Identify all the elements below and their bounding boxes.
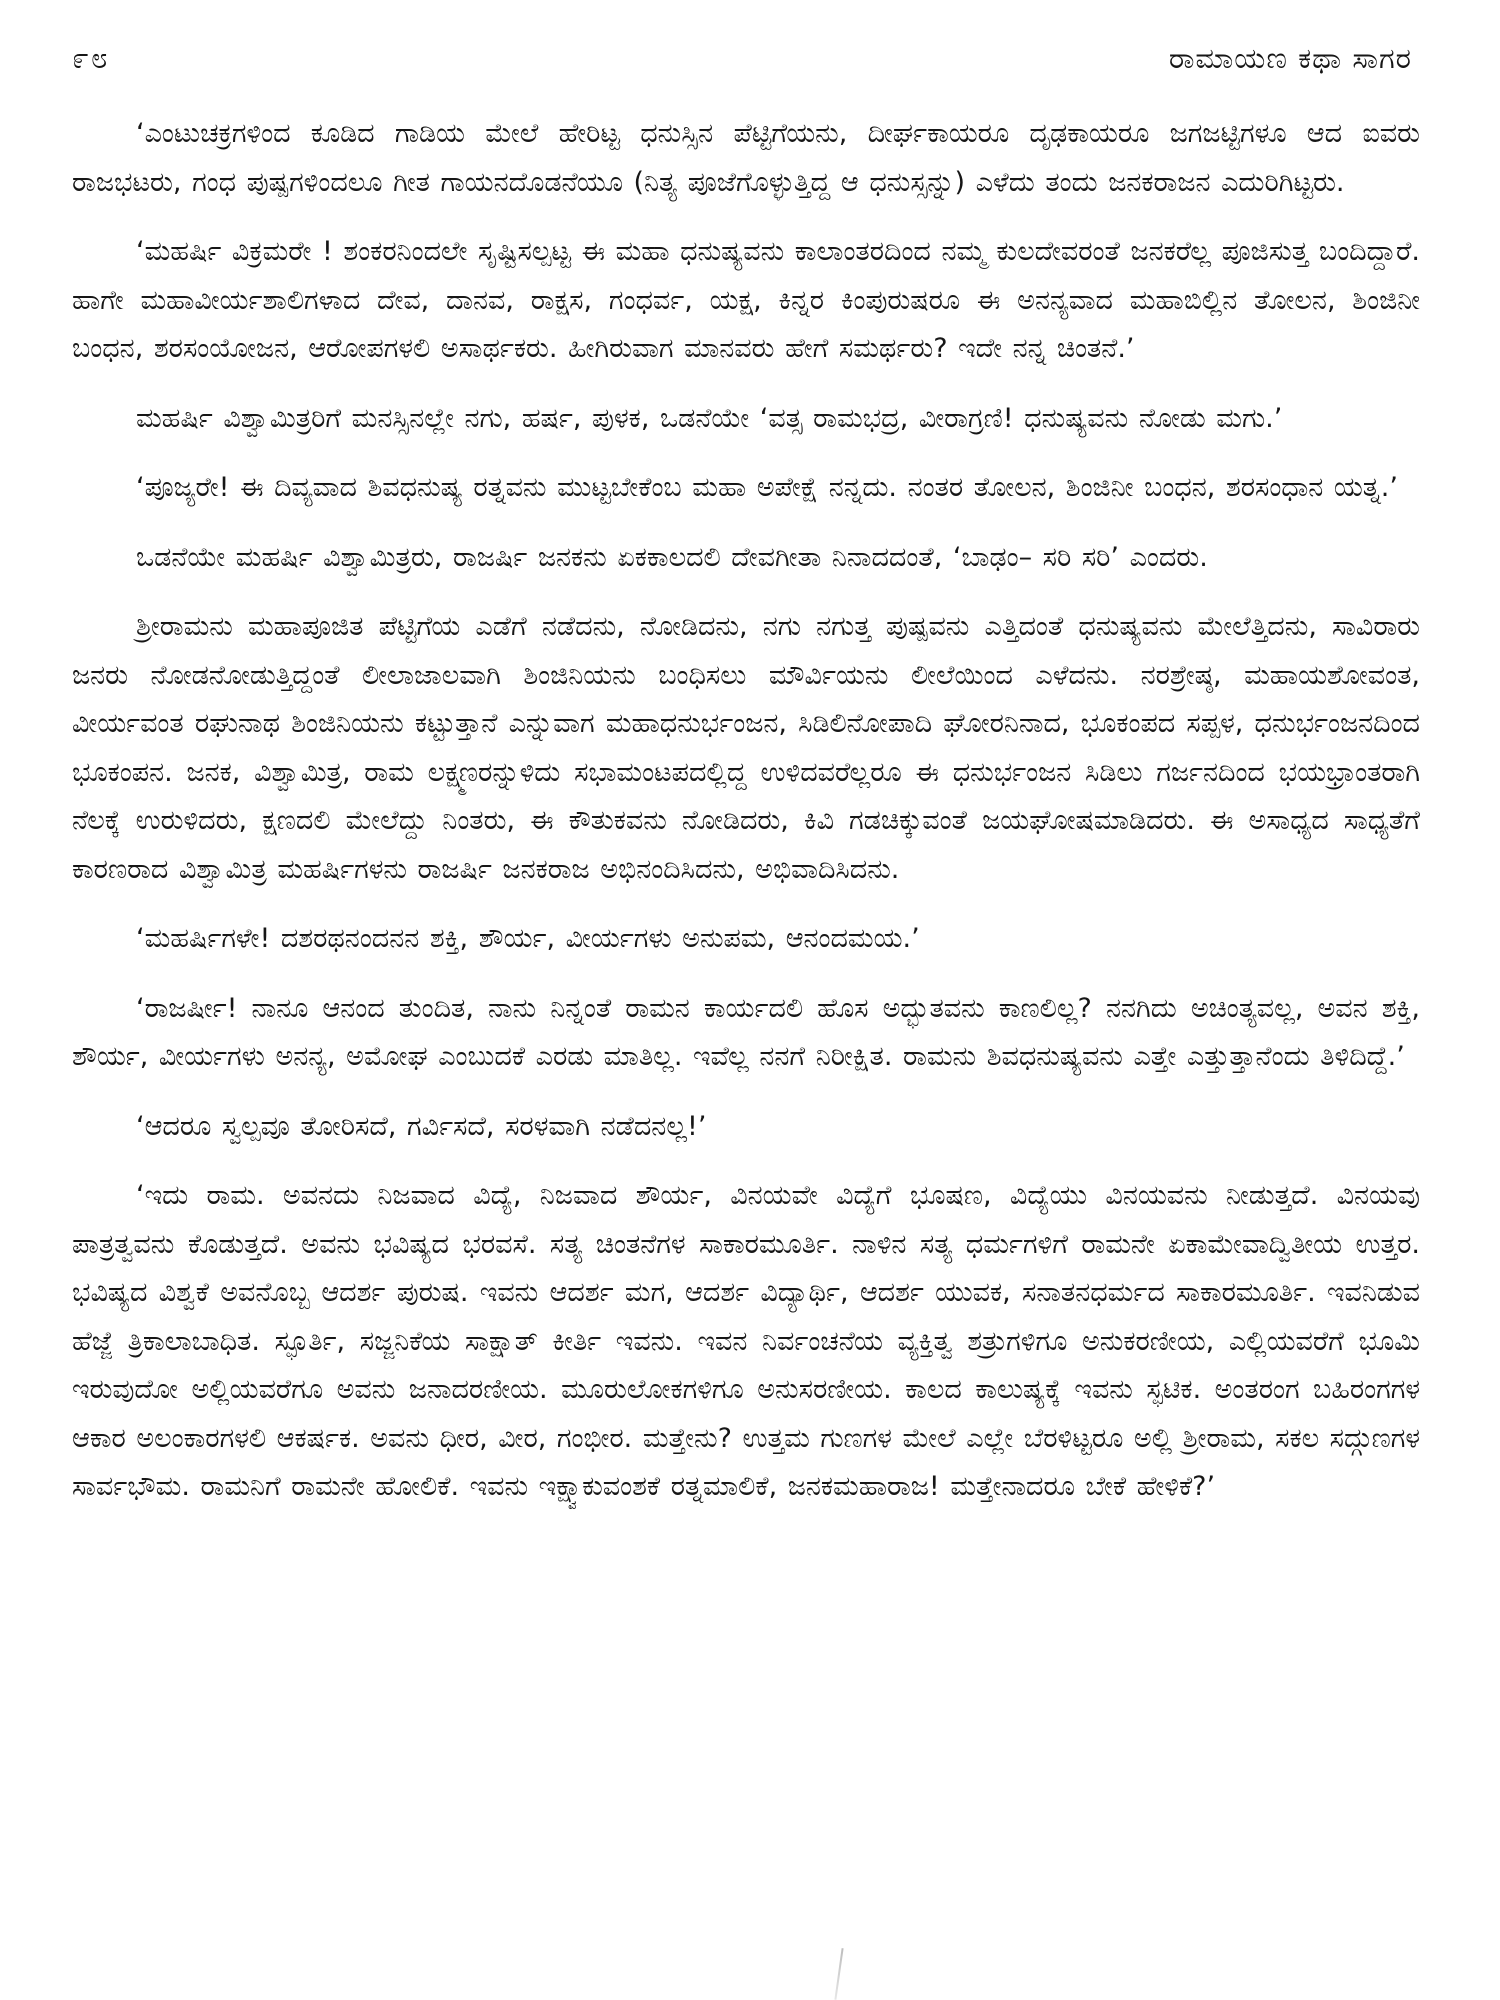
paragraph-vishwamitra-instruction: ಮಹರ್ಷಿ ವಿಶ್ವಾಮಿತ್ರರಿಗೆ ಮನಸ್ಸಿನಲ್ಲೇ ನಗು, ಹರ್ಷ, ಪುಳಕ, ಒಡನೆಯೇ ‘ವತ್ಸ ರಾಮಭದ್ರ, ವೀರಾಗ್ರಣಿ! ಧನುಷ್ಯವನು ನೋಡು ಮಗು.’ [136, 402, 1283, 434]
paragraph-janaka-speech: ‘ಮಹರ್ಷಿ ವಿಕ್ರಮರೇ ! ಶಂಕರನಿಂದಲೇ ಸೃಷ್ಟಿಸಲ್ಪಟ್ಟ ಈ ಮಹಾ ಧನುಷ್ಯವನು ಕಾಲಾಂತರದಿಂದ ನಮ್ಮ ಕುಲದೇವರಂತೆ ಜನಕರೆಲ್ಲ ಪೂಜಿಸುತ್ತ ಬಂದಿದ್ದಾರೆ. ಹಾಗೇ ಮಹಾವೀರ್ಯಶಾಲಿಗಳಾದ ದೇವ, ದಾನವ, ರಾಕ್ಷಸ, ಗಂಧರ್ವ, ಯಕ್ಷ, ಕಿನ್ನರ ಕಿಂಪುರುಷರೂ ಈ ಅನನ್ಯವಾದ ಮಹಾಬಿಲ್ಲಿನ ತೋಲನ, ಶಿಂಜಿನೀ ಬಂಧನ, ಶರಸಂಯೋಜನ, ಆರೋಪಗಳಲಿ ಅಸಾರ್ಥಕರು. ಹೀಗಿರುವಾಗ ಮಾನವರು ಹೇಗೆ ಸಮರ್ಥರು? ಇದೇ ನನ್ನ ಚಿಂತನೆ.’ [72, 236, 1420, 364]
body-text [72, 110, 1420, 1512]
page-number: ೯೮ [72, 41, 110, 76]
paragraph-sages-approval: ಒಡನೆಯೇ ಮಹರ್ಷಿ ವಿಶ್ವಾಮಿತ್ರರು, ರಾಜರ್ಷಿ ಜನಕನು ಏಕಕಾಲದಲಿ ದೇವಗೀತಾ ನಿನಾದದಂತೆ, ‘ಬಾಢಂ– ಸರಿ ಸರಿ’ ಎಂದರು. [136, 541, 1208, 573]
running-header [72, 38, 1420, 88]
paragraph-bow-breaking: ಶ್ರೀರಾಮನು ಮಹಾಪೂಜಿತ ಪೆಟ್ಟಿಗೆಯ ಎಡೆಗೆ ನಡೆದನು, ನೋಡಿದನು, ನಗು ನಗುತ್ತ ಪುಷ್ಪವನು ಎತ್ತಿದಂತೆ ಧನುಷ್ಯವನು ಮೇಲೆತ್ತಿದನು, ಸಾವಿರಾರು ಜನರು ನೋಡನೋಡುತ್ತಿದ್ದಂತೆ ಲೀಲಾಜಾಲವಾಗಿ ಶಿಂಜಿನಿಯನು ಬಂಧಿಸಲು ಮೌರ್ವಿಯನು ಲೀಲೆಯಿಂದ ಎಳೆದನು. ನರಶ್ರೇಷ್ಠ, ಮಹಾಯಶೋವಂತ, ವೀರ್ಯವಂತ ರಘುನಾಥ ಶಿಂಜಿನಿಯನು ಕಟ್ಟುತ್ತಾನೆ ಎನ್ನುವಾಗ ಮಹಾಧನುರ್ಭಂಜನ, ಸಿಡಿಲಿನೋಪಾದಿ ಘೋರನಿನಾದ, ಭೂಕಂಪದ ಸಪ್ಪಳ, ಧನುರ್ಭಂಜನದಿಂದ ಭೂಕಂಪನ. ಜನಕ, ವಿಶ್ವಾಮಿತ್ರ, ರಾಮ ಲಕ್ಷ್ಮಣರನ್ನುಳಿದು ಸಭಾಮಂಟಪದಲ್ಲಿದ್ದ ಉಳಿದವರೆಲ್ಲರೂ ಈ ಧನುರ್ಭಂಜನ ಸಿಡಿಲು ಗರ್ಜನದಿಂದ ಭಯಭ್ರಾಂತರಾಗಿ ನೆಲಕ್ಕೆ ಉರುಳಿದರು, ಕ್ಷಣದಲಿ ಮೇಲೆದ್ದು ನಿಂತರು, ಈ ಕೌತುಕವನು ನೋಡಿದರು, ಕಿವಿ ಗಡಚಿಕ್ಕುವಂತೆ ಜಯಘೋಷಮಾಡಿದರು. ಈ ಅಸಾಧ್ಯದ ಸಾಧ್ಯತೆಗೆ ಕಾರಣರಾದ ವಿಶ್ವಾಮಿತ್ರ ಮಹರ್ಷಿಗಳನು ರಾಜರ್ಷಿ ಜನಕರಾಜ ಅಭಿನಂದಿಸಿದನು, ಅಭಿವಾದಿಸಿದನು. [72, 611, 1420, 885]
paragraph-vishwamitra-reply: ‘ರಾಜರ್ಷೀ! ನಾನೂ ಆನಂದ ತುಂದಿತ, ನಾನು ನಿನ್ನಂತೆ ರಾಮನ ಕಾರ್ಯದಲಿ ಹೊಸ ಅದ್ಭುತವನು ಕಾಣಲಿಲ್ಲ? ನನಗಿದು ಅಚಿಂತ್ಯವಲ್ಲ, ಅವನ ಶಕ್ತಿ, ಶೌರ್ಯ, ವೀರ್ಯಗಳು ಅನನ್ಯ, ಅಮೋಘ ಎಂಬುದಕೆ ಎರಡು ಮಾತಿಲ್ಲ. ಇವೆಲ್ಲ ನನಗೆ ನಿರೀಕ್ಷಿತ. ರಾಮನು ಶಿವಧನುಷ್ಯವನು ಎತ್ತೇ ಎತ್ತುತ್ತಾನೆಂದು ತಿಳಿದಿದ್ದೆ.’ [72, 992, 1420, 1072]
paragraph-bow-carried: ‘ಎಂಟುಚಕ್ರಗಳಿಂದ ಕೂಡಿದ ಗಾಡಿಯ ಮೇಲೆ ಹೇರಿಟ್ಟ ಧನುಸ್ಸಿನ ಪೆಟ್ಟಿಗೆಯನು, ದೀರ್ಘಕಾಯರೂ ದೃಢಕಾಯರೂ ಜಗಜಟ್ಟಿಗಳೂ ಆದ ಐವರು ರಾಜಭಟರು, ಗಂಧ ಪುಷ್ಪಗಳಿಂದಲೂ ಗೀತ ಗಾಯನದೊಡನೆಯೂ (ನಿತ್ಯ ಪೂಜೆಗೊಳ್ಳುತ್ತಿದ್ದ ಆ ಧನುಸ್ಸನ್ನು) ಎಳೆದು ತಂದು ಜನಕರಾಜನ ಎದುರಿಗಿಟ್ಟರು. [72, 118, 1420, 198]
paragraph-janaka-praise: ‘ಮಹರ್ಷಿಗಳೇ! ದಶರಥನಂದನನ ಶಕ್ತಿ, ಶೌರ್ಯ, ವೀರ್ಯಗಳು ಅನುಪಮ, ಆನಂದಮಯ.’ [136, 923, 920, 954]
paragraph-rama-virtues: ‘ಇದು ರಾಮ. ಅವನದು ನಿಜವಾದ ವಿದ್ಯೆ, ನಿಜವಾದ ಶೌರ್ಯ, ವಿನಯವೇ ವಿದ್ಯೆಗೆ ಭೂಷಣ, ವಿದ್ಯೆಯು ವಿನಯವನು ನೀಡುತ್ತದೆ. ವಿನಯವು ಪಾತ್ರತ್ವವನು ಕೊಡುತ್ತದೆ. ಅವನು ಭವಿಷ್ಯದ ಭರವಸೆ. ಸತ್ಯ ಚಿಂತನೆಗಳ ಸಾಕಾರಮೂರ್ತಿ. ನಾಳಿನ ಸತ್ಯ ಧರ್ಮಗಳಿಗೆ ರಾಮನೇ ಏಕಾಮೇವಾದ್ವಿತೀಯ ಉತ್ತರ. ಭವಿಷ್ಯದ ವಿಶ್ವಕೆ ಅವನೊಬ್ಬ ಆದರ್ಶ ಪುರುಷ. ಇವನು ಆದರ್ಶ ಮಗ, ಆದರ್ಶ ವಿದ್ಯಾರ್ಥಿ, ಆದರ್ಶ ಯುವಕ, ಸನಾತನಧರ್ಮದ ಸಾಕಾರಮೂರ್ತಿ. ಇವನಿಡುವ ಹೆಜ್ಜೆ ತ್ರಿಕಾಲಾಬಾಧಿತ. ಸ್ಫೂರ್ತಿ, ಸಜ್ಜನಿಕೆಯ ಸಾಕ್ಷಾತ್ ಕೀರ್ತಿ ಇವನು. ಇವನ ನಿರ್ವಂಚನೆಯ ವ್ಯಕ್ತಿತ್ವ ಶತ್ರುಗಳಿಗೂ ಅನುಕರಣೀಯ, ಎಲ್ಲಿಯವರೆಗೆ ಭೂಮಿ ಇರುವುದೋ ಅಲ್ಲಿಯವರೆಗೂ ಅವನು ಜನಾದರಣೀಯ. ಮೂರುಲೋಕಗಳಿಗೂ ಅನುಸರಣೀಯ. ಕಾಲದ ಕಾಲುಷ್ಯಕ್ಕೆ ಇವನು ಸ್ಫಟಿಕ. ಅಂತರಂಗ ಬಹಿರಂಗಗಳ ಆಕಾರ ಅಲಂಕಾರಗಳಲಿ ಆಕರ್ಷಕ. ಅವನು ಧೀರ, ವೀರ, ಗಂಭೀರ. ಮತ್ತೇನು? ಉತ್ತಮ ಗುಣಗಳ ಮೇಲೆ ಎಲ್ಲೇ ಬೆರಳಿಟ್ಟರೂ ಅಲ್ಲಿ ಶ್ರೀರಾಮ, ಸಕಲ ಸದ್ಗುಣಗಳ ಸಾರ್ವಭೌಮ. ರಾಮನಿಗೆ ರಾಮನೇ ಹೋಲಿಕೆ. ಇವನು ಇಕ್ಷ್ವಾಕುವಂಶಕೆ ರತ್ನಮಾಲಿಕೆ, ಜನಕಮಹಾರಾಜ! ಮತ್ತೇನಾದರೂ ಬೇಕೆ ಹೇಳಿಕೆ?’ [72, 1180, 1420, 1502]
paragraph-rama-request: ‘ಪೂಜ್ಯರೇ! ಈ ದಿವ್ಯವಾದ ಶಿವಧನುಷ್ಯ ರತ್ನವನು ಮುಟ್ಟಬೇಕೆಂಬ ಮಹಾ ಅಪೇಕ್ಷೆ ನನ್ನದು. ನಂತರ ತೋಲನ, ಶಿಂಜಿನೀ ಬಂಧನ, ಶರಸಂಧಾನ ಯತ್ನ.’ [136, 472, 1398, 503]
paragraph-humility-remark: ‘ಆದರೂ ಸ್ವಲ್ಪವೂ ತೋರಿಸದೆ, ಗರ್ವಿಸದೆ, ಸರಳವಾಗಿ ನಡೆದನಲ್ಲ!’ [136, 1110, 707, 1142]
book-title: ರಾಮಾಯಣ ಕಥಾ ಸಾಗರ [1168, 41, 1412, 75]
